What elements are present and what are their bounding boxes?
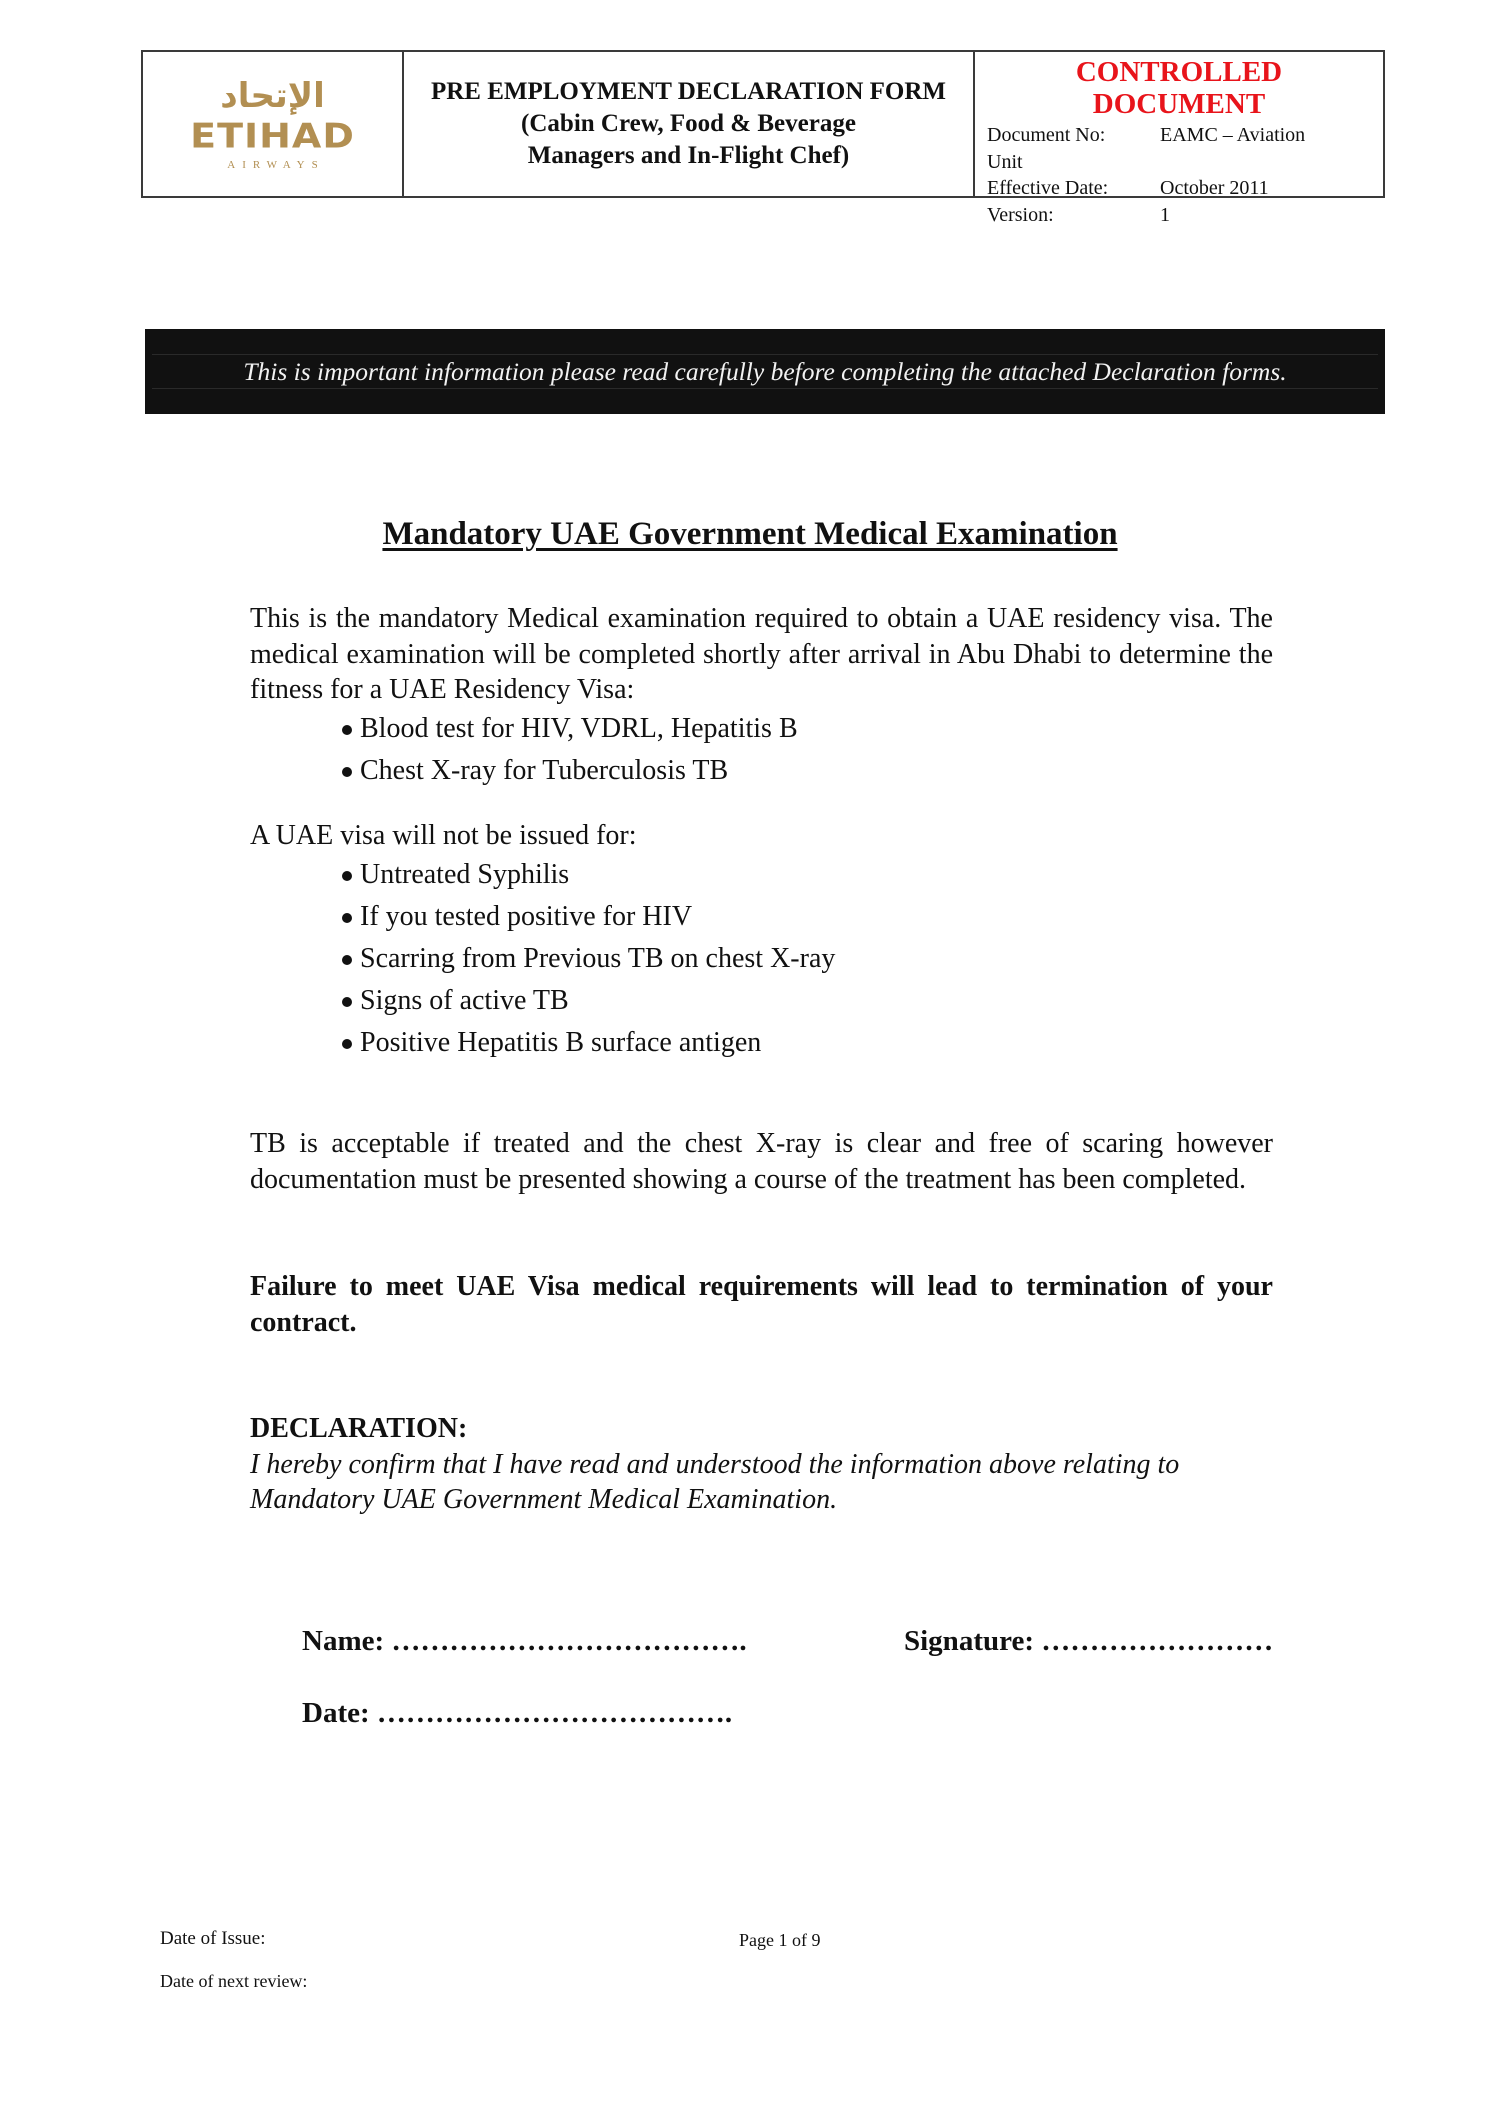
date-input-line[interactable]: ………………………………. <box>376 1697 733 1729</box>
meta-document-no <box>987 122 1371 149</box>
not-issued-block <box>250 818 1273 1064</box>
name-field[interactable] <box>302 1625 747 1658</box>
meta-version <box>987 202 1371 229</box>
intro-paragraph: This is the mandatory Medical examination required to obtain a UAE residency visa. The medical examination will be completed shortly after arrival in Abu Dhabi to determine the fitness for a UAE Residency Visa: <box>250 603 1273 705</box>
document-meta <box>975 52 1383 226</box>
list-item: Positive Hepatitis B surface antigen <box>342 1022 1273 1064</box>
important-info-banner <box>145 329 1385 414</box>
not-issued-list <box>250 854 1273 1064</box>
date-of-next-review: Date of next review: <box>160 1971 308 1991</box>
list-item: Scarring from Previous TB on chest X-ray <box>342 938 1273 980</box>
date-of-issue: Date of Issue: <box>160 1928 266 1949</box>
signature-field[interactable] <box>904 1625 1273 1658</box>
list-item: Untreated Syphilis <box>342 854 1273 896</box>
meta-effective-date <box>987 175 1371 202</box>
logo-subtitle: AIRWAYS <box>227 158 325 171</box>
termination-warning: Failure to meet UAE Visa medical requirements will lead to termination of your contract. <box>250 1271 1273 1338</box>
declaration-text: I hereby confirm that I have read and understood the information above relating to Mandatory UAE Government Medical Examination. <box>250 1448 1180 1515</box>
document-header <box>141 50 1385 226</box>
banner-inner <box>152 354 1378 389</box>
section-title-text: Mandatory UAE Government Medical Examination <box>382 516 1118 552</box>
date-label: Date: <box>302 1697 370 1729</box>
banner-text: This is important information please read carefully before completing the attached Declaration forms. <box>243 356 1287 386</box>
intro-block <box>250 601 1273 792</box>
logo-arabic-text: الإتحاد <box>220 75 325 116</box>
form-title-line-2: (Cabin Crew, Food & Beverage <box>521 110 856 137</box>
list-item: Chest X-ray for Tuberculosis TB <box>342 750 1273 792</box>
meta-value: October 2011 <box>1160 177 1269 199</box>
etihad-logo <box>143 52 404 196</box>
controlled-document-label: CONTROLLED DOCUMENT <box>1075 56 1283 120</box>
meta-label: Document No: <box>987 124 1106 146</box>
list-item: If you tested positive for HIV <box>342 896 1273 938</box>
meta-label: Version: <box>987 203 1054 226</box>
form-title-line-3: Managers and In-Flight Chef) <box>527 142 850 169</box>
signature-label: Signature: <box>904 1625 1034 1657</box>
name-label: Name: <box>302 1625 385 1657</box>
declaration-block <box>250 1411 1273 1518</box>
logo-wordmark: ETIHAD <box>190 115 355 156</box>
meta-value: EAMC – Aviation <box>1160 124 1306 146</box>
page-number: Page 1 of 9 <box>739 1930 821 1950</box>
not-issued-intro: A UAE visa will not be issued for: <box>250 820 637 851</box>
meta-value: 1 <box>1160 203 1170 226</box>
declaration-title: DECLARATION: <box>250 1413 468 1444</box>
tests-list <box>250 708 1273 792</box>
meta-document-no-cont: Unit <box>987 150 1023 173</box>
date-field[interactable] <box>302 1697 732 1730</box>
tb-note: TB is acceptable if treated and the chest X-ray is clear and free of scaring however documentation must be presented showing a course of the treatment has been completed. <box>250 1128 1273 1195</box>
list-item: Signs of active TB <box>342 980 1273 1022</box>
signature-input-line[interactable]: …………………… <box>1041 1625 1274 1657</box>
name-input-line[interactable]: ………………………………. <box>391 1625 747 1657</box>
list-item: Blood test for HIV, VDRL, Hepatitis B <box>342 708 1273 750</box>
form-title <box>404 52 975 196</box>
form-title-line-1: PRE EMPLOYMENT DECLARATION FORM <box>430 78 947 105</box>
meta-label: Effective Date: <box>987 177 1109 199</box>
section-title <box>0 516 1500 553</box>
